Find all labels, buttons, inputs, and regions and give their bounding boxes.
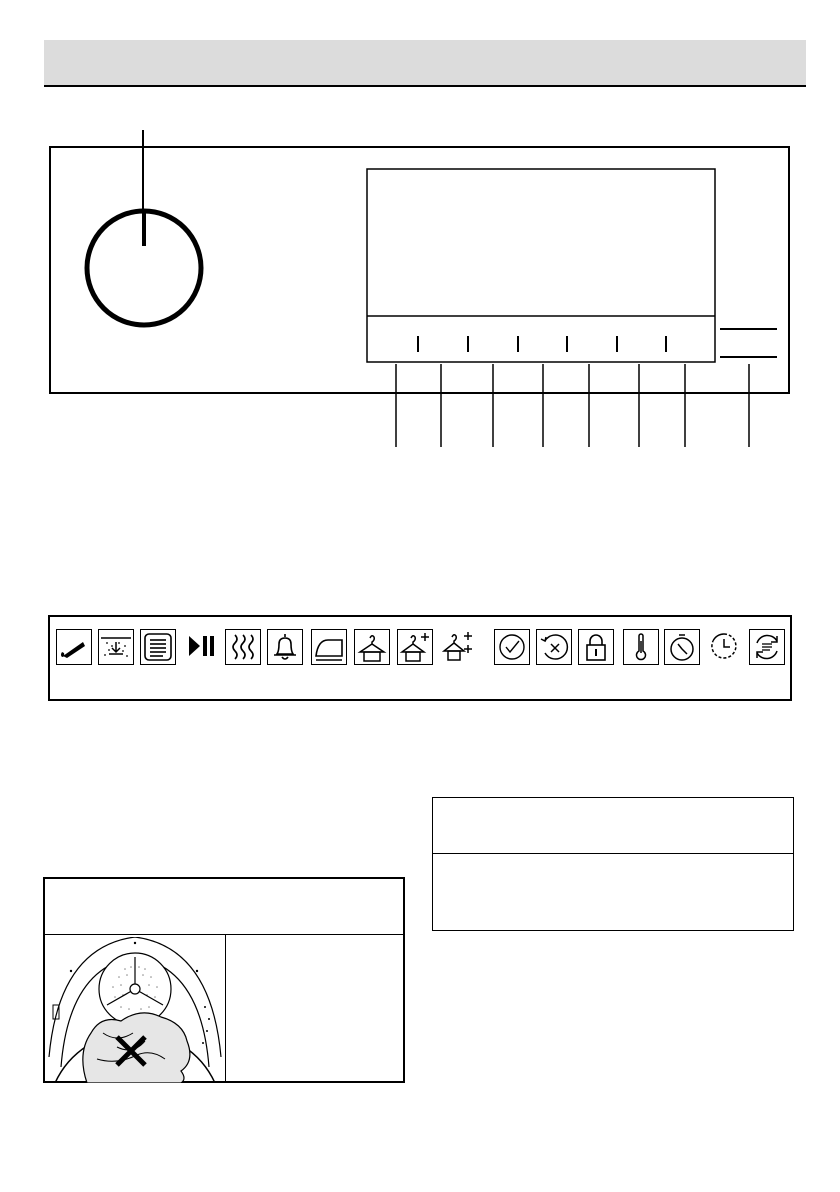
detergent-icon — [56, 629, 92, 665]
button-callout-lines — [396, 364, 749, 447]
note-divider — [433, 853, 793, 854]
start-pause-icon — [183, 629, 219, 665]
child-lock-icon — [578, 629, 614, 665]
temperature-icon — [623, 629, 659, 665]
heat-icon — [225, 629, 261, 665]
hanger-plus-plus-icon — [441, 629, 477, 665]
iron-icon — [311, 629, 347, 665]
display-buttons — [418, 336, 666, 352]
program-knob[interactable] — [87, 211, 201, 325]
display-icon-legend — [48, 615, 792, 701]
warning-box — [43, 877, 405, 1083]
timer-icon — [664, 629, 700, 665]
hanger-plus-icon — [397, 629, 433, 665]
delay-end-icon — [707, 629, 743, 665]
note-box — [432, 797, 794, 931]
control-panel-diagram — [0, 120, 840, 460]
hanger-dry-icon — [354, 629, 390, 665]
check-icon — [494, 629, 530, 665]
section-header-bar — [44, 40, 806, 87]
alarm-bell-icon — [267, 629, 303, 665]
anti-crease-icon — [536, 629, 572, 665]
display-screen — [367, 169, 715, 362]
warning-divider — [45, 934, 403, 935]
drum-overload-illustration — [47, 937, 223, 1083]
control-panel-outline — [50, 147, 789, 393]
water-tank-icon — [98, 629, 134, 665]
program-refresh-icon — [749, 629, 785, 665]
warning-column-divider — [225, 935, 226, 1083]
filter-icon — [140, 629, 176, 665]
